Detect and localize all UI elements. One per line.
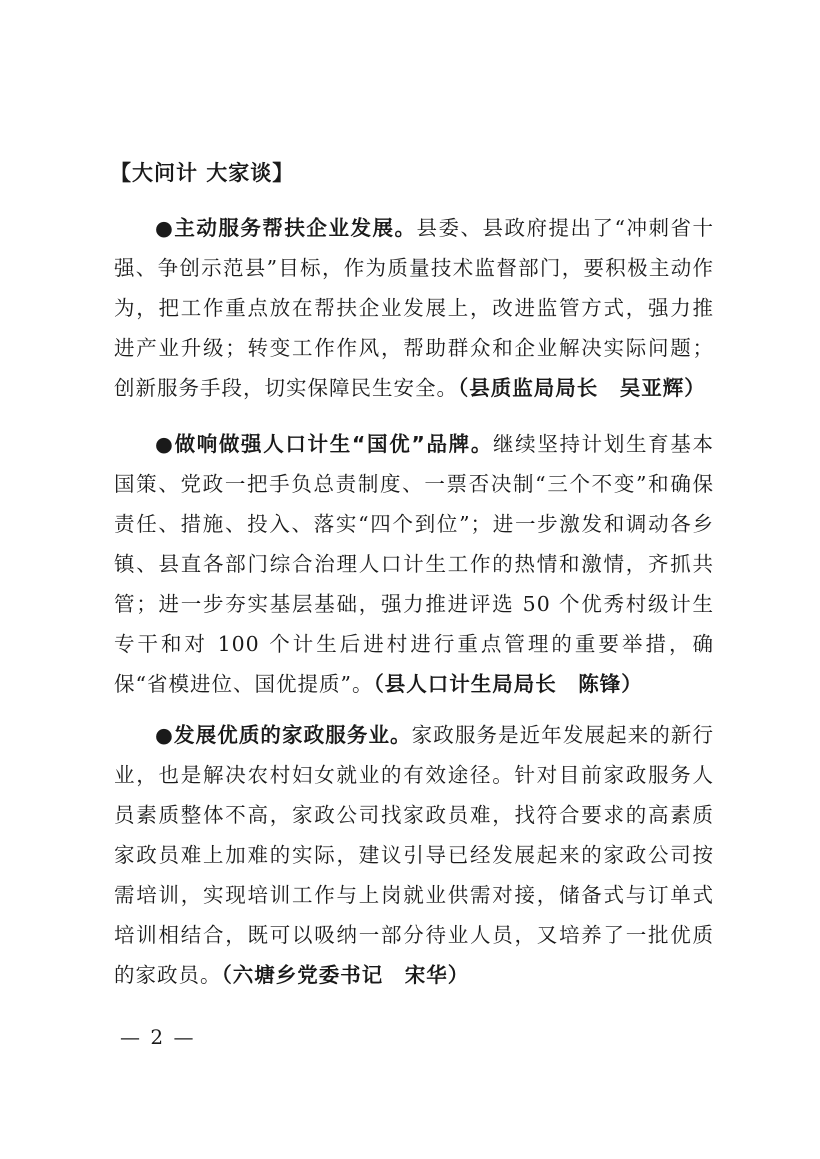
paragraph-3-lead: 发展优质的家政服务业。 xyxy=(174,723,412,747)
paragraph-1-body: 县委、县政府提出了“冲刺省十强、争创示范县”目标，作为质量技术监督部门，要积极主动作为，把工作重点放在帮扶企业发展上，改进监管方式，强力推进产业升级；转变工作作风，帮助群众和企业解决实际问题；创新服务手段，切实保障民生安全。 xyxy=(114,216,715,400)
section-heading: 【大问计 大家谈】 xyxy=(110,161,295,185)
paragraph-2-attribution: （县人口计生局局长 陈锋） xyxy=(373,672,643,696)
page-number: — 2 — xyxy=(120,1025,196,1049)
paragraph-1 xyxy=(114,208,714,408)
bullet-icon: ● xyxy=(155,723,174,747)
paragraph-1-lead: 主动服务帮扶企业发展。 xyxy=(174,216,417,240)
paragraph-2 xyxy=(114,424,714,704)
paragraph-2-body: 继续坚持计划生育基本国策、党政一把手负总责制度、一票否决制“三个不变”和确保责任、措施、投入、落实“四个到位”；进一步激发和调动各乡镇、县直各部门综合治理人口计生工作的热情和激情，齐抓共管；进一步夯实基层基础，强力推进评选 50 个优秀村级计生专干和对 100 个计生后进村进行重点管理的重要举措，确保“省模进位、国优提质”。 xyxy=(114,432,715,696)
paragraph-2-lead: 做响做强人口计生“国优”品牌。 xyxy=(174,432,494,456)
paragraph-3-attribution: （六塘乡党委书记 宋华） xyxy=(221,963,470,987)
bullet-icon: ● xyxy=(155,432,175,456)
paragraph-3-body: 家政服务是近年发展起来的新行业，也是解决农村妇女就业的有效途径。针对目前家政服务人员素质整体不高，家政公司找家政员难，找符合要求的高素质家政员难上加难的实际，建议引导已经发展起来的家政公司按需培训，实现培训工作与上岗就业供需对接，储备式与订单式培训相结合，既可以吸纳一部分待业人员，又培养了一批优质的家政员。 xyxy=(114,723,715,987)
paragraph-1-attribution: （县质监局局长 吴亚辉） xyxy=(458,376,706,400)
bullet-icon: ● xyxy=(155,216,175,240)
paragraph-3 xyxy=(114,715,714,995)
